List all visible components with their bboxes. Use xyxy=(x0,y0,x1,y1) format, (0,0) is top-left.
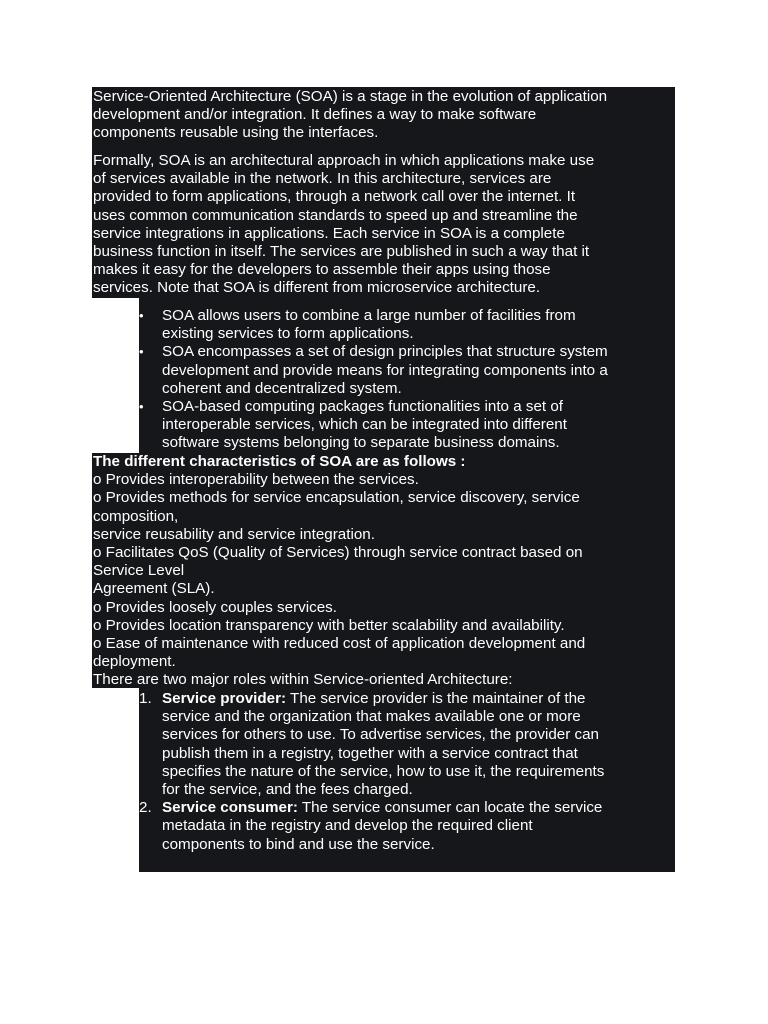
text-line: interoperable services, which can be integrated into different xyxy=(162,416,567,434)
text-line: deployment. xyxy=(93,653,176,671)
text-line: of services available in the network. In this architecture, services are xyxy=(93,170,552,188)
text-line: existing services to form applications. xyxy=(162,325,414,343)
text-line: metadata in the registry and develop the required client xyxy=(162,817,533,835)
list-item xyxy=(139,343,672,398)
list-number: 2. xyxy=(139,799,152,817)
text-line: Service Level xyxy=(93,562,185,580)
bullet-icon: • xyxy=(139,344,144,360)
text-line: coherent and decentralized system. xyxy=(162,379,402,397)
role-term: Service provider: xyxy=(162,690,287,707)
text-line: Formally, SOA is an architectural approach in which applications make use xyxy=(93,152,595,169)
bullet-icon: • xyxy=(139,308,144,323)
text-line: provided to form applications, through a network call over the internet. It xyxy=(93,188,576,206)
text-line: o Provides location transparency with better scalability and availability. xyxy=(93,616,565,634)
text-line: makes it easy for the developers to assemble their apps using those xyxy=(93,261,551,279)
role-text: The service provider is the maintainer of the xyxy=(286,690,586,707)
list-item xyxy=(139,690,672,799)
text-line: service and the organization that makes available one or more xyxy=(162,708,581,726)
text-line: o Provides loosely couples services. xyxy=(93,598,337,616)
text-line: service reusability and service integration. xyxy=(93,525,375,543)
bullet-icon: • xyxy=(139,399,144,415)
list-number: 1. xyxy=(139,690,152,707)
text-line: There are two major roles within Service-oriented Architecture: xyxy=(93,671,513,689)
text-line: components reusable using the interfaces. xyxy=(93,124,379,142)
text-line: services for others to use. To advertise services, the provider can xyxy=(162,726,599,744)
roles-numbered-list xyxy=(139,690,672,854)
role-term: Service consumer: xyxy=(162,799,298,817)
text-line: for the service, and the fees charged. xyxy=(162,781,413,799)
role-text: The service consumer can locate the service xyxy=(297,799,603,817)
intro-paragraph-1 xyxy=(93,88,607,143)
text-line: service integrations in applications. Each service in SOA is a complete xyxy=(93,224,565,242)
text-line: business function in itself. The services are published in such a way that it xyxy=(93,243,590,261)
text-line: SOA encompasses a set of design principles that structure system xyxy=(162,343,608,361)
text-line: publish them in a registry, together with a service contract that xyxy=(162,744,578,762)
text-line: Service-Oriented Architecture (SOA) is a stage in the evolution of application xyxy=(93,88,608,105)
text-line: composition, xyxy=(93,507,179,525)
text-line: o Ease of maintenance with reduced cost of application development and xyxy=(93,635,586,653)
characteristics-heading: The different characteristics of SOA are as follows : xyxy=(93,453,466,470)
text-line: o Provides methods for service encapsulation, service discovery, service xyxy=(93,489,580,507)
characteristics-section xyxy=(93,453,585,690)
text-line: components to bind and use the service. xyxy=(162,835,435,853)
text-line: development and provide means for integrating components into a xyxy=(162,361,608,379)
text-line: SOA-based computing packages functionalities into a set of xyxy=(162,398,564,416)
text-line: uses common communication standards to speed up and streamline the xyxy=(93,206,578,224)
text-line xyxy=(162,690,672,708)
text-line: o Provides interoperability between the services. xyxy=(93,471,419,489)
text-line: development and/or integration. It defines a way to make software xyxy=(93,106,537,124)
text-line: software systems belonging to separate business domains. xyxy=(162,434,560,452)
text-line: SOA allows users to combine a large number of facilities from xyxy=(162,307,576,324)
list-item xyxy=(139,799,672,854)
text-line: services. Note that SOA is different from microservice architecture. xyxy=(93,279,541,297)
list-item xyxy=(139,307,672,343)
text-line: o Facilitates QoS (Quality of Services) through service contract based on xyxy=(93,544,583,562)
text-line: Agreement (SLA). xyxy=(93,580,215,598)
intro-paragraph-2 xyxy=(93,152,594,298)
text-line: specifies the nature of the service, how to use it, the requirements xyxy=(162,762,605,780)
text-line xyxy=(162,799,672,817)
soa-bullet-list xyxy=(139,307,672,453)
list-item xyxy=(139,398,672,453)
